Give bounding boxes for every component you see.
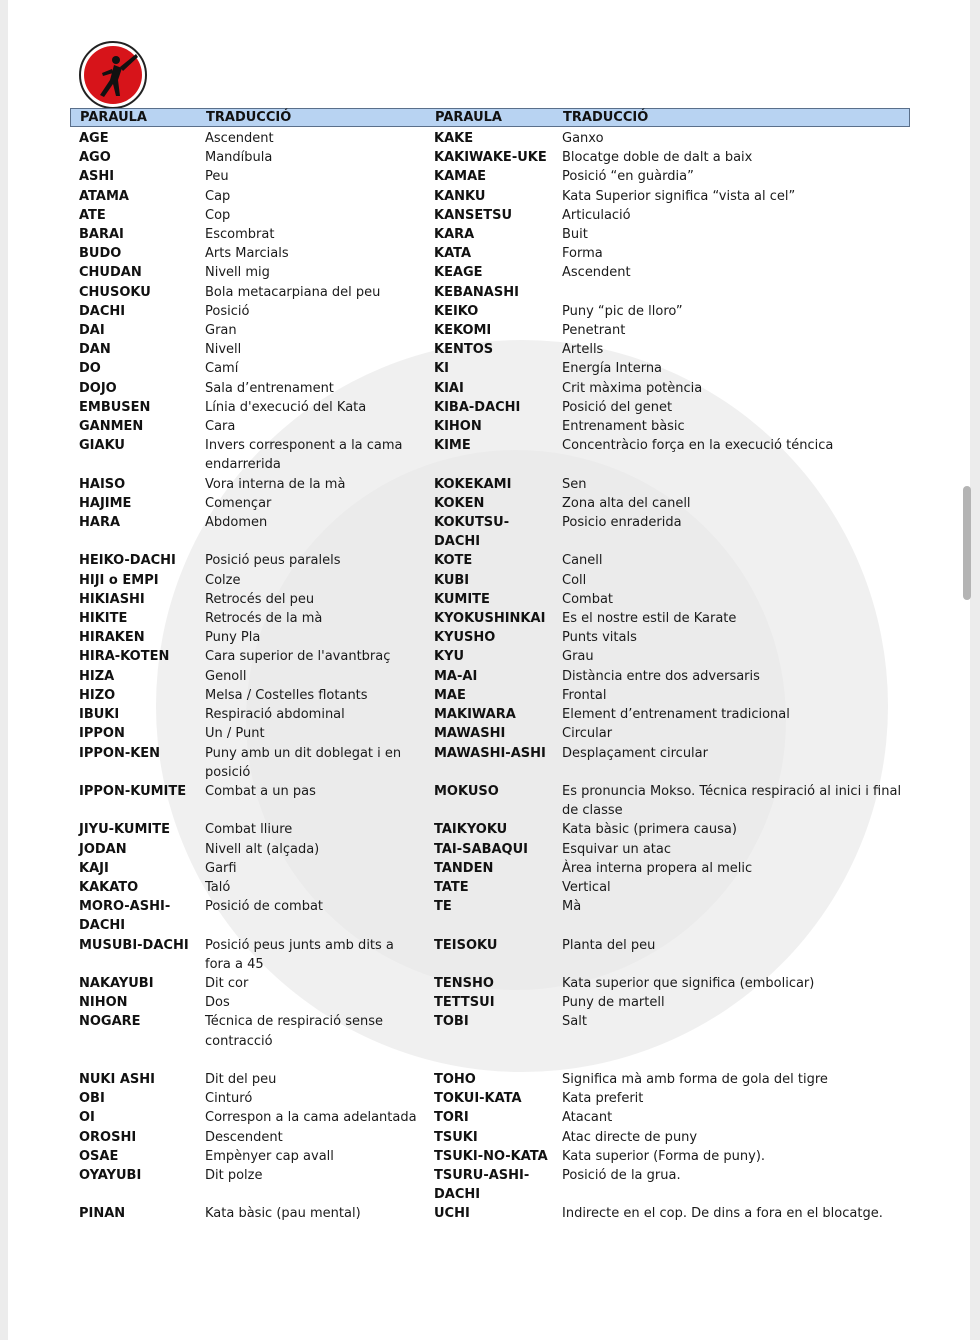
translation-right: Artells — [562, 342, 604, 358]
translation-right: Punts vitals — [562, 630, 637, 646]
translation-right: Indirecte en el cop. De dins a fora en el blocatge. — [562, 1206, 883, 1222]
term-left: DACHI — [79, 303, 126, 319]
term-left: NAKAYUBI — [79, 975, 154, 991]
translation-right: Grau — [562, 649, 594, 665]
term-left: IPPON-KEN — [79, 745, 161, 761]
translation-right: Vertical — [562, 879, 611, 895]
table-row — [70, 974, 910, 993]
table-row — [70, 398, 910, 417]
translation-right: Blocatge doble de dalt a baix — [562, 150, 753, 166]
term-left: KAKATO — [79, 879, 139, 895]
table-row — [70, 283, 910, 302]
term-right: KARA — [434, 227, 475, 243]
translation-left: Escombrat — [205, 227, 275, 243]
translation-right: Entrenament bàsic — [562, 419, 685, 435]
table-row — [70, 494, 910, 513]
term-right: TANDEN — [434, 860, 494, 876]
glossary-table — [70, 108, 910, 1224]
translation-right: Circular — [562, 726, 613, 742]
term-right: TOHO — [434, 1071, 476, 1087]
table-row — [70, 436, 910, 474]
translation-right: Kata preferit — [562, 1091, 644, 1107]
translation-left: Dit polze — [205, 1167, 263, 1183]
table-row — [70, 225, 910, 244]
translation-right: Canell — [562, 553, 603, 569]
table-row — [70, 1012, 910, 1050]
translation-left: Arts Marcials — [205, 246, 289, 262]
translation-left: Dos — [205, 995, 230, 1011]
table-row — [70, 551, 910, 570]
translation-right: Mà — [562, 899, 582, 915]
term-right: KOKUTSU-DACHI — [434, 515, 510, 550]
translation-right: Significa mà amb forma de gola del tigre — [562, 1071, 828, 1087]
term-right: KYUSHO — [434, 630, 496, 646]
term-left: CHUDAN — [79, 265, 142, 281]
table-row — [70, 340, 910, 359]
translation-right: Buit — [562, 227, 588, 243]
translation-left: Posició peus junts amb dits a fora a 45 — [205, 937, 394, 972]
table-row — [70, 628, 910, 647]
term-right: KEIKO — [434, 303, 479, 319]
header-word-1: PARAULA — [80, 110, 147, 125]
header-translation-1: TRADUCCIÓ — [206, 110, 292, 125]
table-row — [70, 263, 910, 282]
table-row — [70, 244, 910, 263]
translation-left: Nivell mig — [205, 265, 270, 281]
term-right: TENSHO — [434, 975, 494, 991]
term-left: NIHON — [79, 995, 128, 1011]
table-row — [70, 148, 910, 167]
translation-right: Puny “pic de lloro” — [562, 303, 683, 319]
term-left: DAN — [79, 342, 111, 358]
karate-kick-logo-icon — [78, 40, 148, 110]
translation-left: Cap — [205, 188, 231, 204]
table-row — [70, 187, 910, 206]
term-left: DO — [79, 361, 101, 377]
table-row — [70, 1108, 910, 1127]
term-left: HAJIME — [79, 495, 132, 511]
term-left: BUDO — [79, 246, 122, 262]
term-right: TSUKI-NO-KATA — [434, 1148, 548, 1164]
term-left: JODAN — [79, 841, 127, 857]
translation-left: Camí — [205, 361, 239, 377]
translation-left: Dit del peu — [205, 1071, 277, 1087]
translation-left: Nivell — [205, 342, 242, 358]
term-left: IBUKI — [79, 707, 120, 723]
term-left: BARAI — [79, 227, 124, 243]
table-row — [70, 859, 910, 878]
term-left: NUKI ASHI — [79, 1071, 156, 1087]
translation-right: Posició “en guàrdia” — [562, 169, 694, 185]
translation-right: Forma — [562, 246, 603, 262]
translation-right: Es el nostre estil de Karate — [562, 611, 737, 627]
table-row — [70, 1128, 910, 1147]
scrollbar-thumb[interactable] — [963, 486, 971, 600]
term-left: OI — [79, 1110, 95, 1126]
translation-right: Coll — [562, 572, 587, 588]
term-right: KEAGE — [434, 265, 483, 281]
table-row — [70, 379, 910, 398]
term-right: MA-AI — [434, 668, 478, 684]
term-left: HIKITE — [79, 611, 128, 627]
table-row — [70, 744, 910, 782]
term-right: KEBANASHI — [434, 284, 519, 300]
term-right: TATE — [434, 879, 469, 895]
translation-right: Es pronuncia Mokso. Técnica respiració al inici i final de classe — [562, 783, 902, 819]
term-left: AGE — [79, 131, 109, 146]
table-row — [70, 321, 910, 340]
table-row — [70, 590, 910, 609]
translation-left: Técnica de respiració sense contracció — [205, 1014, 383, 1049]
table-row — [70, 840, 910, 859]
term-left: PINAN — [79, 1206, 126, 1222]
table-row — [70, 359, 910, 378]
translation-left: Puny Pla — [205, 630, 261, 646]
term-left: HAISO — [79, 476, 126, 492]
term-right: KEKOMI — [434, 323, 492, 339]
table-row — [70, 206, 910, 225]
term-left: GIAKU — [79, 438, 125, 454]
term-left: MUSUBI-DACHI — [79, 937, 189, 953]
table-row — [70, 1147, 910, 1166]
term-left: CHUSOKU — [79, 284, 151, 300]
translation-left: Dit cor — [205, 975, 249, 991]
translation-left: Bola metacarpiana del peu — [205, 284, 381, 300]
table-row — [70, 705, 910, 724]
term-right: KAKIWAKE-UKE — [434, 150, 547, 166]
term-right: KIHON — [434, 419, 482, 435]
term-right: KAKE — [434, 131, 474, 146]
translation-left: Mandíbula — [205, 150, 273, 166]
translation-left: Descendent — [205, 1129, 283, 1145]
term-right: TORI — [434, 1110, 469, 1126]
translation-left: Cara — [205, 419, 236, 435]
translation-left: Gran — [205, 323, 237, 339]
translation-left: Començar — [205, 495, 272, 511]
translation-left: Posició de combat — [205, 899, 324, 915]
translation-left: Taló — [205, 879, 231, 895]
table-row — [70, 302, 910, 321]
term-left: OBI — [79, 1091, 105, 1107]
translation-right: Planta del peu — [562, 937, 656, 953]
term-right: KYOKUSHINKAI — [434, 611, 546, 627]
term-left: DAI — [79, 323, 105, 339]
term-left: HIRA-KOTEN — [79, 649, 170, 665]
table-row — [70, 686, 910, 705]
translation-right: Salt — [562, 1014, 587, 1030]
term-left: HIKIASHI — [79, 591, 145, 607]
translation-left: Vora interna de la mà — [205, 476, 346, 492]
translation-left: Garfi — [205, 860, 237, 876]
table-row — [70, 167, 910, 186]
term-left: GANMEN — [79, 419, 144, 435]
term-right: KOKEKAMI — [434, 476, 512, 492]
translation-right: Esquivar un atac — [562, 841, 672, 857]
term-right: TSURU-ASHI-DACHI — [434, 1167, 530, 1203]
term-right: TSUKI — [434, 1129, 478, 1145]
term-left: OYAYUBI — [79, 1167, 142, 1183]
table-row — [70, 475, 910, 494]
translation-right: Posició de la grua. — [562, 1167, 681, 1183]
term-right: KIBA-DACHI — [434, 399, 521, 415]
translation-right: Crit màxima potència — [562, 380, 703, 396]
term-right: KIAI — [434, 380, 464, 396]
translation-right: Energía Interna — [562, 361, 663, 377]
term-left: IPPON-KUMITE — [79, 783, 187, 799]
translation-left: Retrocés de la mà — [205, 611, 323, 627]
term-right: KANSETSU — [434, 207, 513, 223]
translation-right: Concentràcio força en la execució téncica — [562, 438, 834, 454]
table-row — [70, 1089, 910, 1108]
translation-right: Element d’entrenament tradicional — [562, 707, 790, 723]
translation-left: Empènyer cap avall — [205, 1148, 334, 1164]
term-right: MOKUSO — [434, 783, 499, 799]
header-translation-2: TRADUCCIÓ — [563, 110, 649, 125]
table-row — [70, 667, 910, 686]
translation-right: Posició del genet — [562, 399, 673, 415]
term-right: MAE — [434, 687, 466, 703]
translation-right: Àrea interna propera al melic — [562, 860, 753, 876]
translation-left: Melsa / Costelles flotants — [205, 687, 368, 703]
table-row — [70, 1204, 910, 1223]
term-left: NOGARE — [79, 1014, 141, 1030]
term-left: OSAE — [79, 1148, 119, 1164]
translation-right: Penetrant — [562, 323, 626, 339]
term-left: ATE — [79, 207, 106, 223]
row-spacer — [70, 1051, 910, 1070]
translation-left: Línia d'execució del Kata — [205, 399, 367, 415]
table-row — [70, 609, 910, 628]
term-right: KIME — [434, 438, 471, 454]
term-right: KYU — [434, 649, 465, 665]
term-left: ASHI — [79, 169, 115, 185]
translation-right: Frontal — [562, 687, 607, 703]
translation-right — [553, 283, 910, 302]
translation-left: Cinturó — [205, 1091, 253, 1107]
translation-left: Nivell alt (alçada) — [205, 841, 320, 857]
term-right: TEISOKU — [434, 937, 498, 953]
term-left: HIZO — [79, 687, 116, 703]
translation-right: Posicio enraderida — [562, 515, 682, 531]
translation-left: Retrocés del peu — [205, 591, 315, 607]
term-left: OROSHI — [79, 1129, 137, 1145]
term-right: KOTE — [434, 553, 473, 569]
translation-right: Articulació — [562, 207, 631, 223]
translation-right: Kata Superior significa “vista al cel” — [562, 188, 796, 204]
translation-right: Atacant — [562, 1110, 613, 1126]
term-right: MAKIWARA — [434, 707, 516, 723]
table-row — [70, 1166, 910, 1204]
translation-left: Invers corresponent a la cama endarrerida — [205, 438, 403, 473]
term-right: TAI-SABAQUI — [434, 841, 528, 857]
term-left: AGO — [79, 150, 111, 166]
translation-right: Ganxo — [562, 131, 604, 146]
term-right: TE — [434, 899, 452, 915]
translation-right: Puny de martell — [562, 995, 665, 1011]
translation-left: Combat lliure — [205, 822, 293, 838]
term-right: MAWASHI-ASHI — [434, 745, 546, 761]
term-right: KAMAE — [434, 169, 487, 185]
table-row — [70, 820, 910, 839]
translation-left: Un / Punt — [205, 726, 265, 742]
term-left: HEIKO-DACHI — [79, 553, 176, 569]
term-left: KAJI — [79, 860, 109, 876]
term-left: HIZA — [79, 668, 115, 684]
table-row — [70, 129, 910, 148]
term-left: MORO-ASHI-DACHI — [79, 899, 171, 934]
term-right: KUBI — [434, 572, 470, 588]
term-left: JIYU-KUMITE — [79, 822, 170, 838]
table-row — [70, 513, 910, 551]
term-right: KENTOS — [434, 342, 494, 358]
term-left: IPPON — [79, 726, 125, 742]
term-left: HARA — [79, 515, 121, 531]
translation-left: Respiració abdominal — [205, 707, 345, 723]
table-row — [70, 647, 910, 666]
translation-left: Abdomen — [205, 515, 268, 531]
term-right: KANKU — [434, 188, 486, 204]
translation-left: Combat a un pas — [205, 783, 316, 799]
table-row — [70, 571, 910, 590]
table-row — [70, 724, 910, 743]
term-right: UCHI — [434, 1206, 470, 1222]
term-left: HIRAKEN — [79, 630, 145, 646]
term-left: DOJO — [79, 380, 117, 396]
translation-left: Sala d’entrenament — [205, 380, 334, 396]
term-right: TETTSUI — [434, 995, 495, 1011]
translation-left: Colze — [205, 572, 241, 588]
translation-right: Atac directe de puny — [562, 1129, 698, 1145]
translation-left: Correspon a la cama adelantada — [205, 1110, 417, 1126]
term-left: HIJI o EMPI — [79, 572, 159, 588]
table-header — [70, 108, 910, 127]
translation-left: Cop — [205, 207, 231, 223]
translation-left: Puny amb un dit doblegat i en posició — [205, 745, 402, 780]
document-page — [8, 0, 970, 1340]
header-word-2: PARAULA — [435, 110, 502, 125]
translation-left: Genoll — [205, 668, 247, 684]
table-row — [70, 782, 910, 820]
translation-right: Zona alta del canell — [562, 495, 691, 511]
table-row — [70, 417, 910, 436]
term-right: KOKEN — [434, 495, 485, 511]
term-right: MAWASHI — [434, 726, 506, 742]
table-row — [70, 936, 910, 974]
translation-right: Sen — [562, 476, 587, 492]
term-left: EMBUSEN — [79, 399, 151, 415]
table-row — [70, 1070, 910, 1089]
translation-left: Kata bàsic (pau mental) — [205, 1206, 361, 1222]
table-row — [70, 993, 910, 1012]
translation-right: Kata superior (Forma de puny). — [562, 1148, 766, 1164]
translation-right: Distància entre dos adversaris — [562, 668, 760, 684]
translation-left: Posició — [205, 303, 250, 319]
translation-left: Posició peus paralels — [205, 553, 341, 569]
translation-right: Combat — [562, 591, 614, 607]
translation-left: Cara superior de l'avantbraç — [205, 649, 391, 665]
term-right: KATA — [434, 246, 472, 262]
term-right: KI — [434, 361, 449, 377]
translation-right: Kata bàsic (primera causa) — [562, 822, 737, 838]
translation-right: Kata superior que significa (embolicar) — [562, 975, 815, 991]
table-row — [70, 897, 910, 935]
term-right: KUMITE — [434, 591, 490, 607]
translation-left: Peu — [205, 169, 229, 185]
term-left: ATAMA — [79, 188, 129, 204]
translation-right: Desplaçament circular — [562, 745, 708, 761]
translation-right: Ascendent — [562, 265, 631, 281]
table-body — [70, 127, 910, 1224]
term-right: TOBI — [434, 1014, 469, 1030]
term-right: TOKUI-KATA — [434, 1091, 522, 1107]
term-right: TAIKYOKU — [434, 822, 508, 838]
table-row — [70, 878, 910, 897]
translation-left: Ascendent — [205, 131, 274, 146]
